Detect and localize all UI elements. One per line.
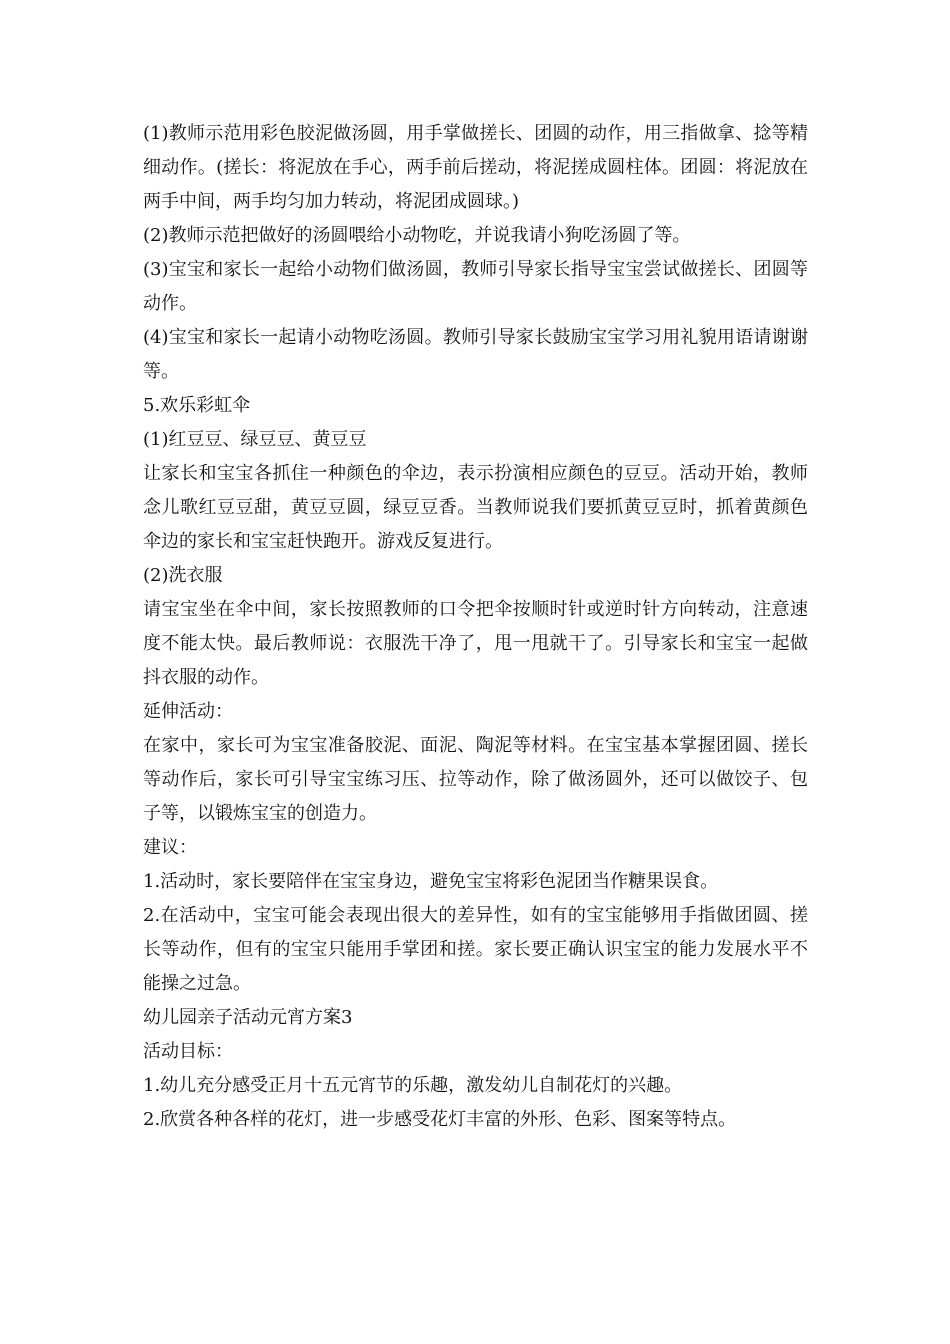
paragraph-beans-game: 让家长和宝宝各抓住一种颜色的伞边，表示扮演相应颜色的豆豆。活动开始，教师念儿歌红豆豆甜，黄豆豆圆，绿豆豆香。当教师说我们要抓黄豆豆时，抓着黄颜色伞边的家长和宝宝赶快跑开。游戏反复进行。 (143, 463, 808, 552)
paragraph-suggestion-2: 2.在活动中，宝宝可能会表现出很大的差异性，如有的宝宝能够用手指做团圆、搓长等动作，但有的宝宝只能用手掌团和搓。家长要正确认识宝宝的能力发展水平不能操之过急。 (143, 905, 808, 994)
heading-suggestions: 建议： (143, 837, 197, 858)
paragraph-goal-2: 2.欣赏各种各样的花灯，进一步感受花灯丰富的外形、色彩、图案等特点。 (143, 1109, 737, 1130)
heading-extension-activity: 延伸活动： (143, 701, 233, 722)
heading-activity-goals: 活动目标： (143, 1041, 233, 1062)
paragraph-step-3: (3)宝宝和家长一起给小动物们做汤圆，教师引导家长指导宝宝尝试做搓长、团圆等动作。 (143, 259, 808, 314)
document-body (143, 117, 808, 1137)
paragraph-suggestion-1: 1.活动时，家长要陪伴在宝宝身边，避免宝宝将彩色泥团当作糖果误食。 (143, 871, 719, 892)
heading-plan-3: 幼儿园亲子活动元宵方案3 (143, 1007, 353, 1028)
paragraph-washing-clothes: 请宝宝坐在伞中间，家长按照教师的口令把伞按顺时针或逆时针方向转动，注意速度不能太快。最后教师说：衣服洗干净了，甩一甩就干了。引导家长和宝宝一起做抖衣服的动作。 (143, 599, 808, 688)
paragraph-goal-1: 1.幼儿充分感受正月十五元宵节的乐趣，激发幼儿自制花灯的兴趣。 (143, 1075, 683, 1096)
section-heading-rainbow-umbrella: 5.欢乐彩虹伞 (143, 395, 251, 416)
subheading-beans-game: (1)红豆豆、绿豆豆、黄豆豆 (143, 429, 367, 450)
paragraph-extension-activity: 在家中，家长可为宝宝准备胶泥、面泥、陶泥等材料。在宝宝基本掌握团圆、搓长等动作后，家长可引导宝宝练习压、拉等动作，除了做汤圆外，还可以做饺子、包子等，以锻炼宝宝的创造力。 (143, 735, 808, 824)
subheading-washing-clothes: (2)洗衣服 (143, 565, 223, 586)
paragraph-step-2: (2)教师示范把做好的汤圆喂给小动物吃，并说我请小狗吃汤圆了等。 (143, 225, 691, 246)
paragraph-step-4: (4)宝宝和家长一起请小动物吃汤圆。教师引导家长鼓励宝宝学习用礼貌用语请谢谢等。 (143, 327, 808, 382)
paragraph-step-1: (1)教师示范用彩色胶泥做汤圆，用手掌做搓长、团圆的动作，用三指做拿、捻等精细动作。(搓长：将泥放在手心，两手前后搓动，将泥搓成圆柱体。团圆：将泥放在两手中间，两手均匀加力转动，将泥团成圆球。) (143, 123, 808, 212)
